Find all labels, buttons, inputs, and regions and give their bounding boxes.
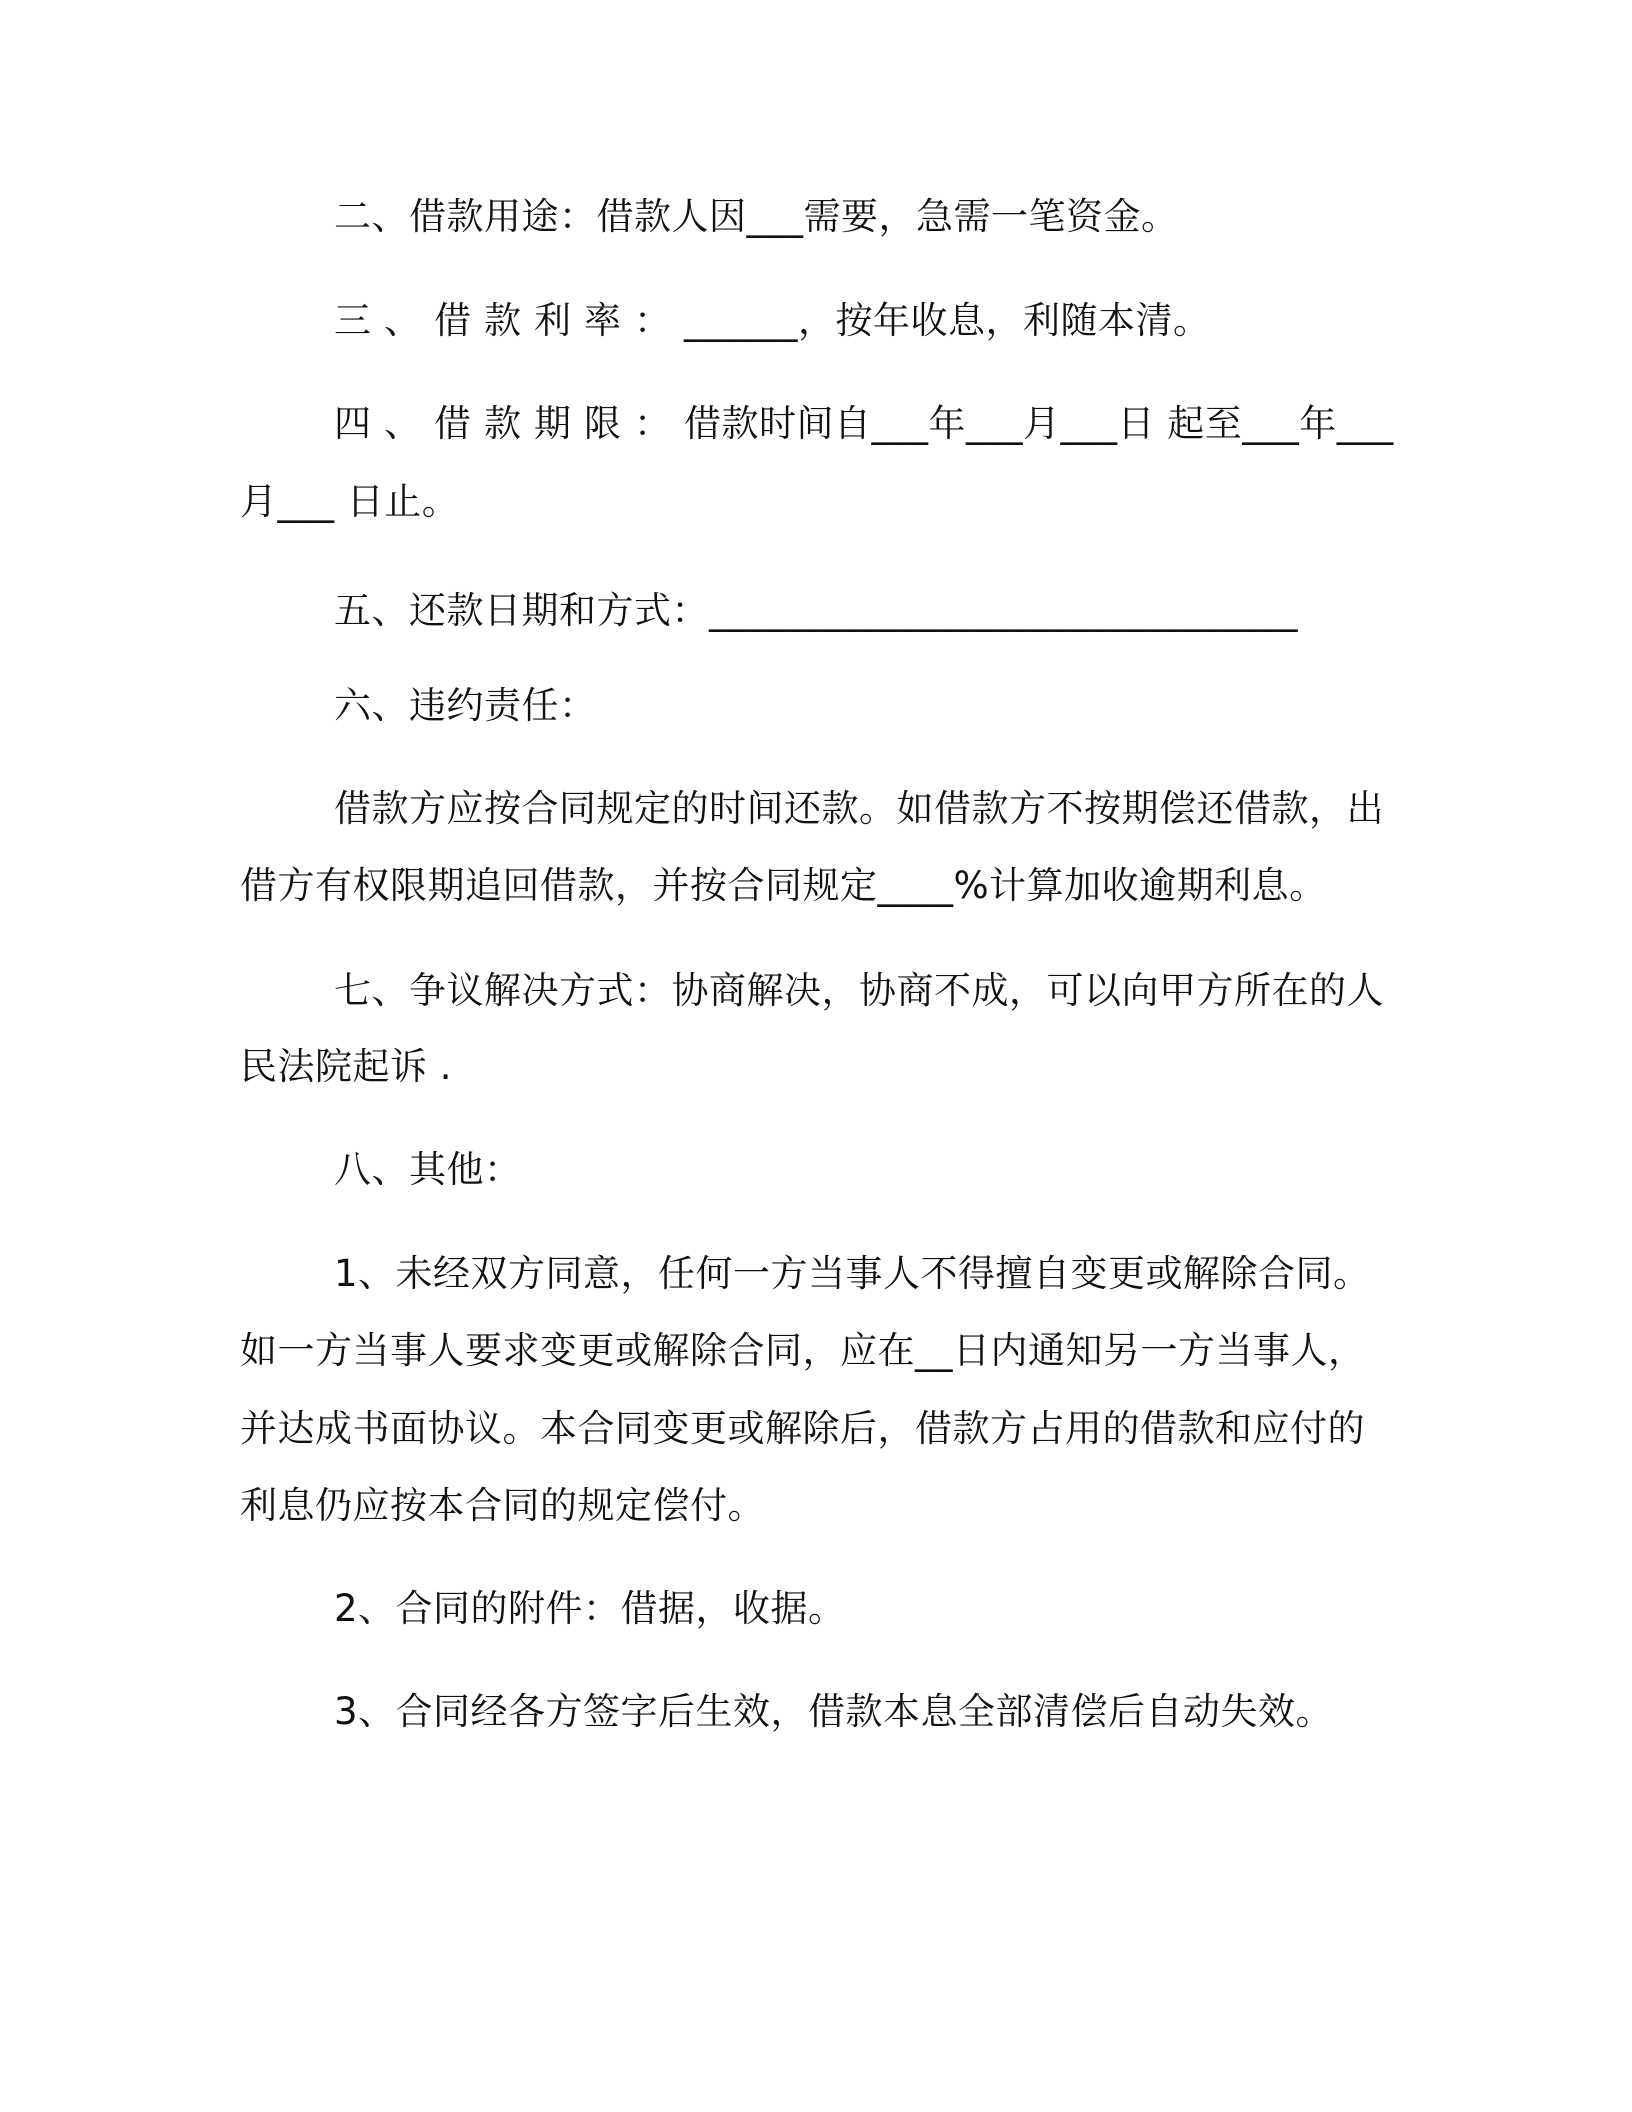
clause-6-heading: 六、违约责任： bbox=[334, 684, 597, 727]
clause-8-item1-line3: 并达成书面协议。本合同变更或解除后，借款方占用的借款和应付的 bbox=[240, 1407, 1365, 1450]
clause-4-text-line2: 月___ 日止。 bbox=[240, 480, 460, 523]
clause-4-loan-term bbox=[334, 400, 1394, 448]
clause-7-line1: 七、争议解决方式：协商解决，协商不成，可以向甲方所在的人 bbox=[334, 969, 1384, 1012]
clause-4-text-line1: 借款时间自___年___月___日 起至___年___ bbox=[684, 402, 1394, 445]
clause-8-item1-line1: 1、未经双方同意，任何一方当事人不得擅自变更或解除合同。 bbox=[334, 1252, 1371, 1295]
clause-7-line2: 民法院起诉 . bbox=[240, 1045, 453, 1088]
clause-6-body-line1: 借款方应按合同规定的时间还款。如借款方不按期偿还借款，出 bbox=[334, 787, 1384, 830]
clause-3-interest-rate bbox=[334, 297, 1211, 345]
clause-8-item1-line4: 利息仍应按本合同的规定偿付。 bbox=[240, 1484, 765, 1527]
clause-8-heading: 八、其他： bbox=[334, 1148, 522, 1191]
clause-3-label: 三、借款利率： bbox=[334, 299, 684, 342]
clause-3-text: ______，按年收息，利随本清。 bbox=[684, 299, 1211, 342]
clause-8-item3: 3、合同经各方签字后生效，借款本息全部清偿后自动失效。 bbox=[334, 1690, 1334, 1733]
clause-8-item2: 2、合同的附件：借据，收据。 bbox=[334, 1587, 846, 1630]
clause-2-loan-purpose: 二、借款用途：借款人因___需要，急需一笔资金。 bbox=[334, 195, 1179, 238]
clause-6-body-line2: 借方有权限期追回借款，并按合同规定____%计算加收逾期利息。 bbox=[240, 864, 1327, 907]
clause-8-item1-line2: 如一方当事人要求变更或解除合同，应在__日内通知另一方当事人， bbox=[240, 1329, 1366, 1372]
clause-5-repayment: 五、还款日期和方式：_______________________________ bbox=[334, 589, 1298, 632]
clause-4-label: 四、借款期限： bbox=[334, 402, 684, 445]
